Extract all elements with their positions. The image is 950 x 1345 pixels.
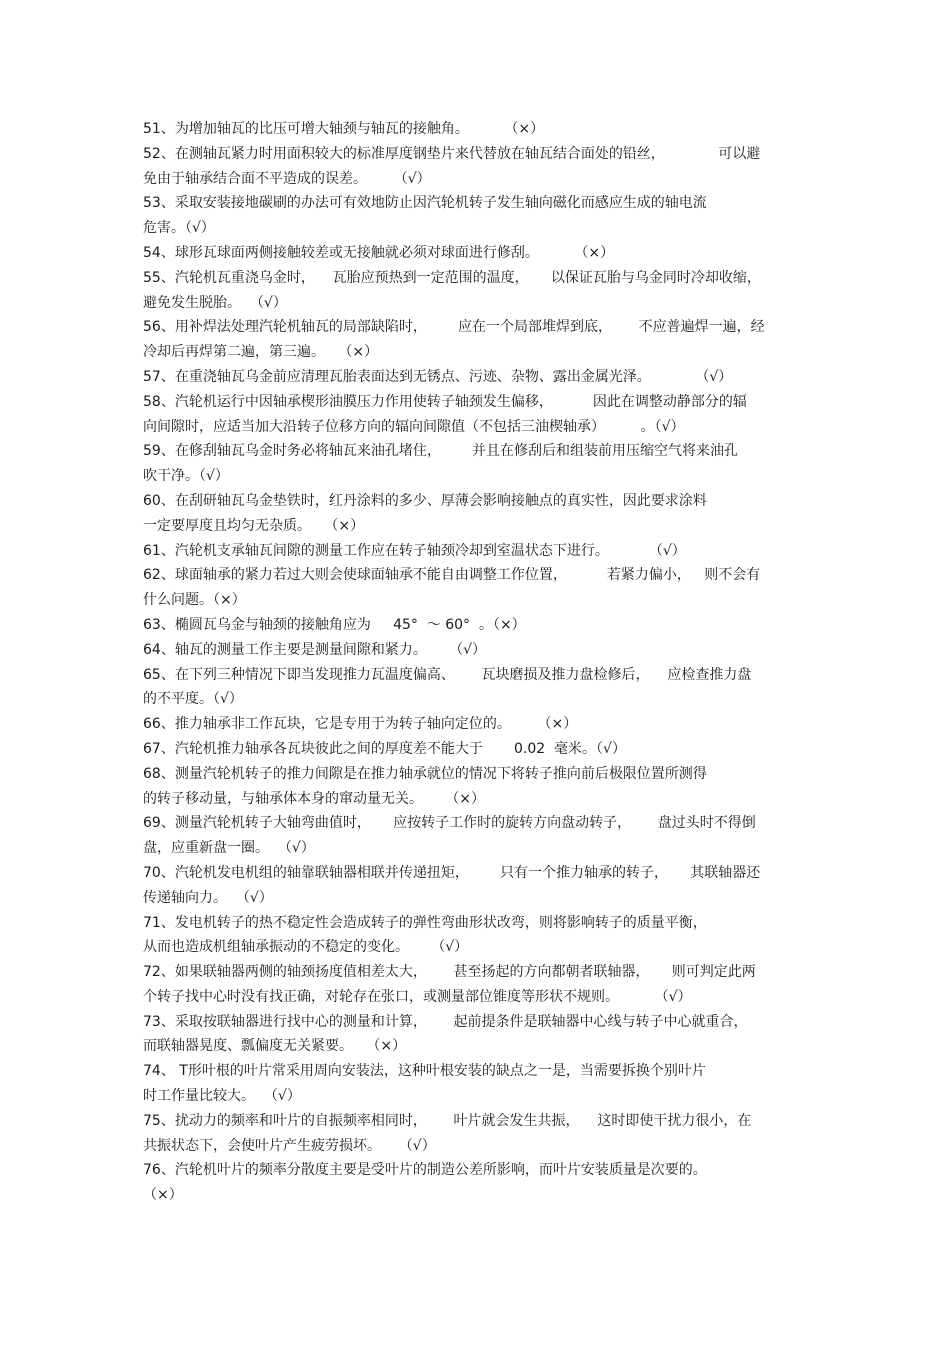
question-item	[143, 960, 813, 1010]
question-item	[143, 539, 813, 564]
question-line: 什么问题。（×）	[143, 592, 246, 609]
question-line: 一定要厚度且均匀无杂质。 （×）	[143, 517, 365, 534]
question-line: 70、汽轮机发电机组的轴靠联轴器相联并传递扭矩， 只有一个推力轴承的转子， 其联轴器还	[143, 864, 761, 881]
question-line: 63、椭圆瓦乌金与轴颈的接触角应为 45° ～ 60° 。（×）	[143, 616, 526, 633]
question-item	[143, 811, 813, 861]
question-line: 69、测量汽轮机转子大轴弯曲值时， 应按转子工作时的旋转方向盘动转子， 盘过头时不得倒	[143, 815, 756, 832]
question-line: 65、在下列三种情况下即当发现推力瓦温度偏高、 瓦块磨损及推力盘检修后， 应检查推力盘	[143, 666, 752, 683]
question-line: 55、汽轮机瓦重浇乌金时， 瓦胎应预热到一定范围的温度， 以保证瓦胎与乌金同时冷却收缩，	[143, 269, 761, 286]
question-line: 而联轴器晃度、瓢偏度无关紧要。 （×）	[143, 1038, 407, 1055]
question-item	[143, 1109, 813, 1159]
question-line: 68、测量汽轮机转子的推力间隙是在推力轴承就位的情况下将转子推向前后极限位置所测得	[143, 765, 707, 782]
question-item	[143, 142, 813, 192]
question-line: 60、在刮研轴瓦乌金垫铁时，红丹涂料的多少、厚薄会影响接触点的真实性，因此要求涂料	[143, 492, 707, 509]
question-line: 73、采取按联轴器进行找中心的测量和计算， 起前提条件是联轴器中心线与转子中心就重合，	[143, 1013, 748, 1030]
question-line: 59、在修刮轴瓦乌金时务必将轴瓦来油孔堵住， 并且在修刮后和组装前用压缩空气将来油孔	[143, 443, 738, 460]
question-line: 传递轴向力。 （√）	[143, 889, 273, 906]
question-line: 61、汽轮机支承轴瓦间隙的测量工作应在转子轴颈冷却到室温状态下进行。 （√）	[143, 542, 686, 559]
question-line: 个转子找中心时没有找正确，对轮存在张口，或测量部位锥度等形状不规则。 （√）	[143, 988, 692, 1005]
question-line: 76、汽轮机叶片的频率分散度主要是受叶片的制造公差所影响，而叶片安装质量是次要的。	[143, 1162, 707, 1179]
question-line: 的不平度。（√）	[143, 691, 243, 708]
question-item	[143, 365, 813, 390]
question-item	[143, 117, 813, 142]
question-line: 66、推力轴承非工作瓦块，它是专用于为转子轴向定位的。 （×）	[143, 716, 578, 733]
question-list	[143, 117, 813, 1208]
question-item	[143, 489, 813, 539]
question-line: 64、轴瓦的测量工作主要是测量间隙和紧力。 （√）	[143, 641, 486, 658]
question-line: 危害。（√）	[143, 220, 215, 237]
question-item	[143, 1010, 813, 1060]
question-line: 53、采取安装接地碳刷的办法可有效地防止因汽轮机转子发生轴向磁化而感应生成的轴电流	[143, 195, 707, 212]
question-item	[143, 663, 813, 713]
question-item	[143, 241, 813, 266]
question-item	[143, 1158, 813, 1208]
question-line: 吹干净。（√）	[143, 468, 229, 485]
question-line: 74、 T形叶根的叶片常采用周向安装法，这种叶根安装的缺点之一是，当需要拆换个别叶片	[143, 1063, 706, 1080]
question-item	[143, 191, 813, 241]
question-item	[143, 861, 813, 911]
question-line: 的转子移动量，与轴承体本身的窜动量无关。 （×）	[143, 790, 485, 807]
question-line: 从而也造成机组轴承振动的不稳定的变化。 （√）	[143, 939, 469, 956]
question-line: 75、扰动力的频率和叶片的自振频率相同时， 叶片就会发生共振， 这时即使干扰力很小，在	[143, 1112, 752, 1129]
question-line: 51、为增加轴瓦的比压可增大轴颈与轴瓦的接触角。 （×）	[143, 121, 545, 137]
question-line: 67、汽轮机推力轴承各瓦块彼此之间的厚度差不能大于 0.02 毫米。（√）	[143, 740, 626, 757]
question-line: 避免发生脱胎。 （√）	[143, 294, 287, 311]
question-line: 72、如果联轴器两侧的轴颈扬度值相差太大， 甚至扬起的方向都朝者联轴器， 则可判定此两	[143, 964, 756, 981]
question-item	[143, 613, 813, 638]
question-line: 56、用补焊法处理汽轮机轴瓦的局部缺陷时， 应在一个局部堆焊到底， 不应普遍焊一遍，经	[143, 319, 765, 336]
question-line: 共振状态下，会使叶片产生疲劳损坏。 （√）	[143, 1137, 436, 1154]
question-line: 58、汽轮机运行中因轴承楔形油膜压力作用使转子轴颈发生偏移， 因此在调整动静部分的辐	[143, 393, 747, 410]
question-line: 57、在重浇轴瓦乌金前应清理瓦胎表面达到无锈点、污迹、杂物、露出金属光泽。 （√）	[143, 368, 733, 385]
question-item	[143, 638, 813, 663]
question-item	[143, 1059, 813, 1109]
question-item	[143, 266, 813, 316]
question-item	[143, 762, 813, 812]
question-item	[143, 911, 813, 961]
question-line: 免由于轴承结合面不平造成的误差。 （√）	[143, 170, 431, 187]
question-line: 54、球形瓦球面两侧接触较差或无接触就必须对球面进行修刮。 （×）	[143, 244, 615, 261]
question-line: 52、在测轴瓦紧力时用面积较大的标准厚度钢垫片来代替放在轴瓦结合面处的铅丝， 可以避	[143, 145, 761, 162]
question-item	[143, 390, 813, 440]
question-line: 冷却后再焊第二遍，第三遍。 （×）	[143, 344, 379, 361]
question-line: 盘，应重新盘一圈。 （√）	[143, 840, 315, 857]
question-line: 向间隙时，应适当加大沿转子位移方向的辐向间隙值（不包括三油楔轴承） 。（√）	[143, 418, 685, 435]
question-line: 71、发电机转子的热不稳定性会造成转子的弹性弯曲形状改弯，则将影响转子的质量平衡，	[143, 914, 707, 931]
question-item	[143, 563, 813, 613]
question-line: （×）	[143, 1187, 183, 1204]
question-item	[143, 439, 813, 489]
question-item	[143, 315, 813, 365]
question-line: 时工作量比较大。 （√）	[143, 1088, 301, 1105]
question-item	[143, 712, 813, 737]
question-line: 62、球面轴承的紧力若过大则会使球面轴承不能自由调整工作位置， 若紧力偏小， 则不会有	[143, 567, 761, 584]
question-item	[143, 737, 813, 762]
